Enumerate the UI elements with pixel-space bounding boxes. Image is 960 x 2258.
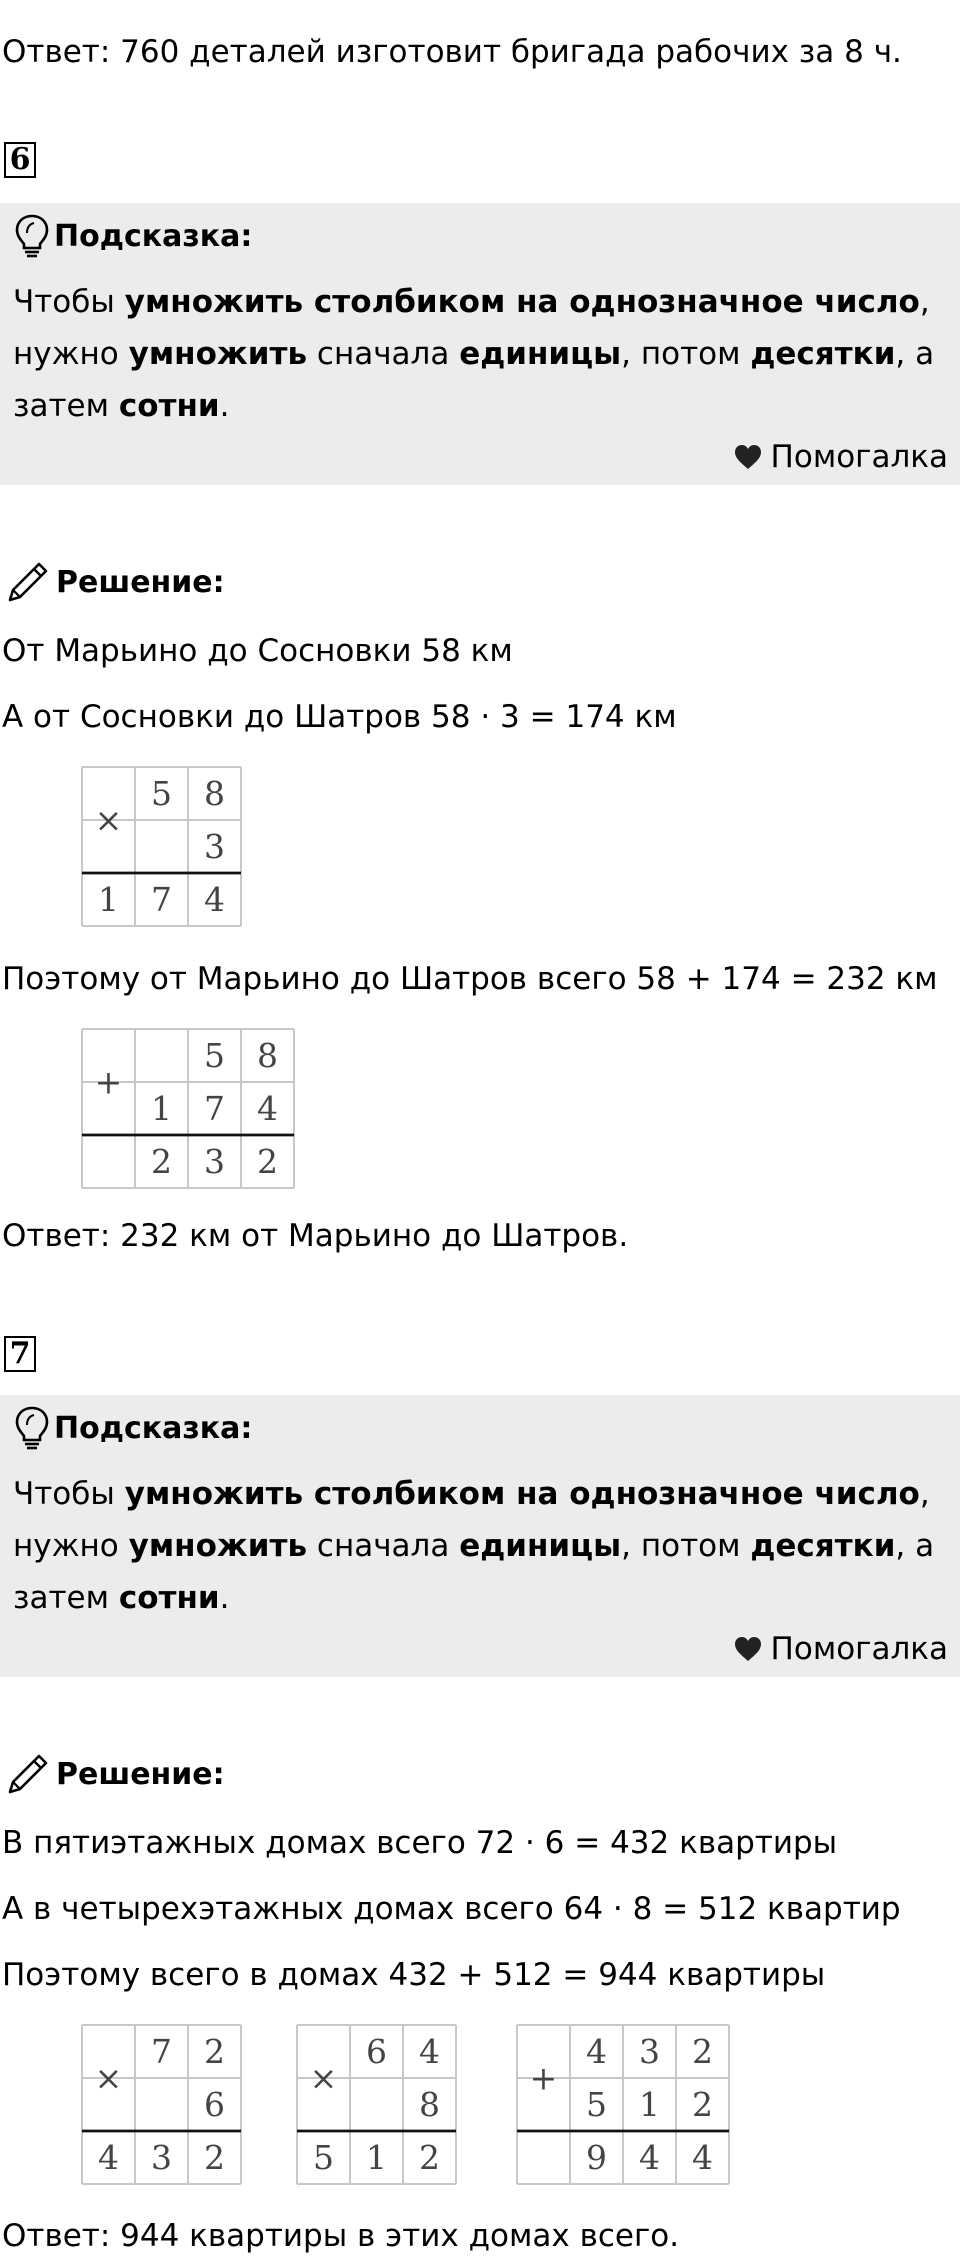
task-number: 6 — [4, 142, 36, 178]
solution-line: А в четырехэтажных домах всего 64 · 8 = 512 квартир — [2, 1891, 901, 1927]
result-digit: 3 — [151, 2138, 172, 2177]
result-digit: 1 — [366, 2138, 387, 2177]
solution-header — [6, 560, 225, 604]
digit: 4 — [586, 2032, 607, 2071]
heart-icon — [733, 443, 763, 471]
solution-title: Решение: — [56, 1756, 225, 1792]
digit: 3 — [204, 827, 225, 866]
hint-bold-fragment: умножить столбиком на однозначное число — [124, 284, 920, 320]
result-digit: 2 — [419, 2138, 440, 2177]
result-digit: 2 — [257, 1142, 278, 1181]
hint-text — [13, 276, 953, 432]
digit: 8 — [419, 2085, 440, 2124]
hint-box — [0, 1395, 960, 1677]
solution-line: Поэтому от Марьино до Шатров всего 58 + 174 = 232 км — [2, 961, 938, 997]
digit: 1 — [151, 1089, 172, 1128]
result-digit: 3 — [204, 1142, 225, 1181]
pomogalka-link[interactable] — [733, 1631, 948, 1667]
digit: 4 — [419, 2032, 440, 2071]
result-digit: 2 — [204, 2138, 225, 2177]
operator-sign: + — [529, 2058, 558, 2098]
digit: 5 — [586, 2085, 607, 2124]
digit: 2 — [204, 2032, 225, 2071]
result-digit: 4 — [98, 2138, 119, 2177]
digit: 5 — [204, 1036, 225, 1075]
operator-sign: × — [309, 2058, 338, 2098]
hint-bold-fragment: сотни — [118, 1580, 220, 1616]
digit: 8 — [257, 1036, 278, 1075]
result-digit: 2 — [151, 1142, 172, 1181]
solution-line: В пятиэтажных домах всего 72 · 6 = 432 квартиры — [2, 1825, 838, 1861]
lightbulb-icon — [14, 213, 50, 259]
result-digit: 1 — [98, 880, 119, 919]
heart-icon — [733, 1635, 763, 1663]
solution-line: Поэтому всего в домах 432 + 512 = 944 квартиры — [2, 1957, 826, 1993]
hint-text-fragment: . — [219, 388, 230, 424]
digit: 2 — [692, 2085, 713, 2124]
digit: 7 — [204, 1089, 225, 1128]
result-digit: 7 — [151, 880, 172, 919]
hint-text-fragment: Чтобы — [13, 1476, 125, 1512]
pencil-icon — [6, 560, 50, 604]
operator-sign: × — [94, 2058, 123, 2098]
column-addition — [517, 2025, 731, 2185]
hint-text — [13, 1468, 953, 1624]
hint-text-fragment: сначала — [307, 336, 460, 372]
previous-answer: Ответ: 760 деталей изготовит бригада рабочих за 8 ч. — [2, 34, 902, 70]
hint-text-fragment: , потом — [621, 336, 751, 372]
result-digit: 5 — [313, 2138, 334, 2177]
column-addition — [82, 1029, 296, 1189]
digit: 1 — [639, 2085, 660, 2124]
result-digit: 4 — [639, 2138, 660, 2177]
hint-text-fragment: . — [219, 1580, 230, 1616]
solution-header — [6, 1752, 225, 1796]
solution-line: А от Сосновки до Шатров 58 · 3 = 174 км — [2, 699, 677, 735]
result-digit: 4 — [692, 2138, 713, 2177]
result-digit: 4 — [204, 880, 225, 919]
digit: 7 — [151, 2032, 172, 2071]
digit: 6 — [204, 2085, 225, 2124]
task-number: 7 — [4, 1336, 36, 1372]
digit: 6 — [366, 2032, 387, 2071]
column-multiplication — [82, 767, 242, 927]
solution-title: Решение: — [56, 564, 225, 600]
pomogalka-link[interactable] — [733, 439, 948, 475]
hint-text-fragment: сначала — [307, 1528, 460, 1564]
pencil-icon — [6, 1752, 50, 1796]
hint-title: Подсказка: — [54, 218, 253, 254]
column-multiplication — [82, 2025, 242, 2185]
hint-bold-fragment: сотни — [118, 388, 220, 424]
hint-text-fragment: , а затем — [13, 336, 935, 424]
hint-box — [0, 203, 960, 485]
operator-sign: + — [94, 1062, 123, 1102]
hint-title: Подсказка: — [54, 1410, 253, 1446]
digit: 2 — [692, 2032, 713, 2071]
answer-line: Ответ: 232 км от Марьино до Шатров. — [2, 1218, 629, 1254]
digit: 4 — [257, 1089, 278, 1128]
hint-text-fragment: , нужно — [13, 1476, 930, 1564]
solution-line: От Марьино до Сосновки 58 км — [2, 633, 513, 669]
hint-text-fragment: Чтобы — [13, 284, 125, 320]
lightbulb-icon — [14, 1405, 50, 1451]
hint-bold-fragment: умножить столбиком на однозначное число — [124, 1476, 920, 1512]
hint-bold-fragment: умножить — [128, 336, 308, 372]
digit: 3 — [639, 2032, 660, 2071]
digit: 5 — [151, 774, 172, 813]
hint-text-fragment: , а затем — [13, 1528, 935, 1616]
pomogalka-label[interactable]: Помогалка — [770, 439, 948, 475]
result-digit: 9 — [586, 2138, 607, 2177]
hint-header — [14, 1405, 252, 1451]
hint-header — [14, 213, 252, 259]
hint-bold-fragment: умножить — [128, 1528, 308, 1564]
digit: 8 — [204, 774, 225, 813]
hint-bold-fragment: единицы — [459, 336, 622, 372]
pomogalka-label[interactable]: Помогалка — [770, 1631, 948, 1667]
answer-line: Ответ: 944 квартиры в этих домах всего. — [2, 2218, 680, 2254]
column-multiplication — [297, 2025, 457, 2185]
hint-bold-fragment: десятки — [750, 1528, 896, 1564]
operator-sign: × — [94, 800, 123, 840]
hint-text-fragment: , потом — [621, 1528, 751, 1564]
hint-bold-fragment: единицы — [459, 1528, 622, 1564]
hint-bold-fragment: десятки — [750, 336, 896, 372]
hint-text-fragment: , нужно — [13, 284, 930, 372]
